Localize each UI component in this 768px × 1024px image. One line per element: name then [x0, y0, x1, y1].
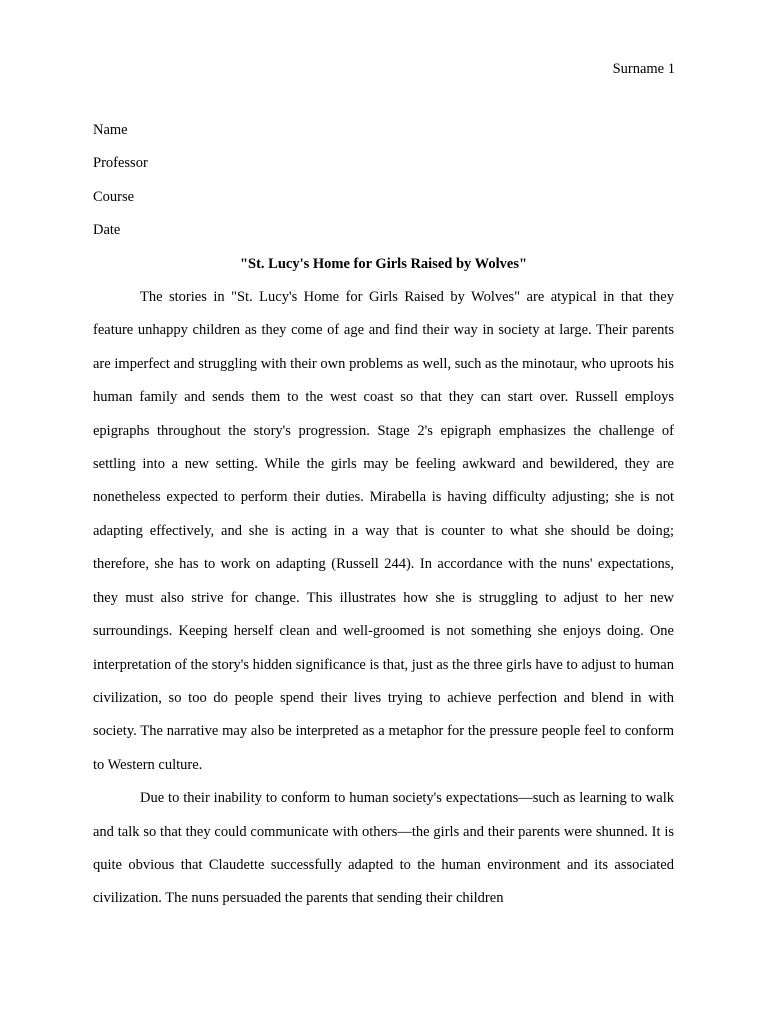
- essay-title: "St. Lucy's Home for Girls Raised by Wolves": [239, 255, 528, 272]
- course-name: Course: [93, 188, 135, 205]
- running-head: Surname 1: [612, 61, 675, 77]
- professor-name: Professor: [93, 155, 148, 172]
- document-body: [93, 114, 674, 916]
- student-name: Name: [93, 122, 128, 138]
- date-line: Date: [93, 222, 121, 239]
- body-paragraph-1: The stories in "St. Lucy's Home for Girls Raised by Wolves" are atypical in that they feature unhappy children as they come of age and find their way in society at large. Their parents are imperfect and struggling with their own problems as well, such as the minotaur, who uproots his human family and sends them to the west coast so that they can start over. Russell employs epigraphs throughout the story's progression. Stage 2's epigraph emphasizes the challenge of settling into a new setting. While the girls may be feeling awkward and bewildered, they are nonetheless expected to perform their duties. Mirabella is having difficulty adjusting; she is not adapting effectively, and she is acting in a way that is counter to what she should be doing; therefore, she has to work on adapting (Russell 244). In accordance with the nuns' expectations, they must also strive for change. This illustrates how she is struggling to adjust to her new surroundings. Keeping herself clean and well-groomed is not something she enjoys doing. One interpretation of the story's hidden significance is that, just as the three girls have to adjust to human civilization, so too do people spend their lives trying to achieve perfection and blend in with society. The narrative may also be interpreted as a metaphor for the pressure people feel to conform to Western culture.: [93, 289, 674, 773]
- body-paragraph-2: Due to their inability to conform to human society's expectations—such as learning to walk and talk so that they could communicate with others—the girls and their parents were shunned. It is quite obvious that Claudette successfully adapted to the human environment and its associated civilization. The nuns persuaded the parents that sending their children: [93, 790, 674, 907]
